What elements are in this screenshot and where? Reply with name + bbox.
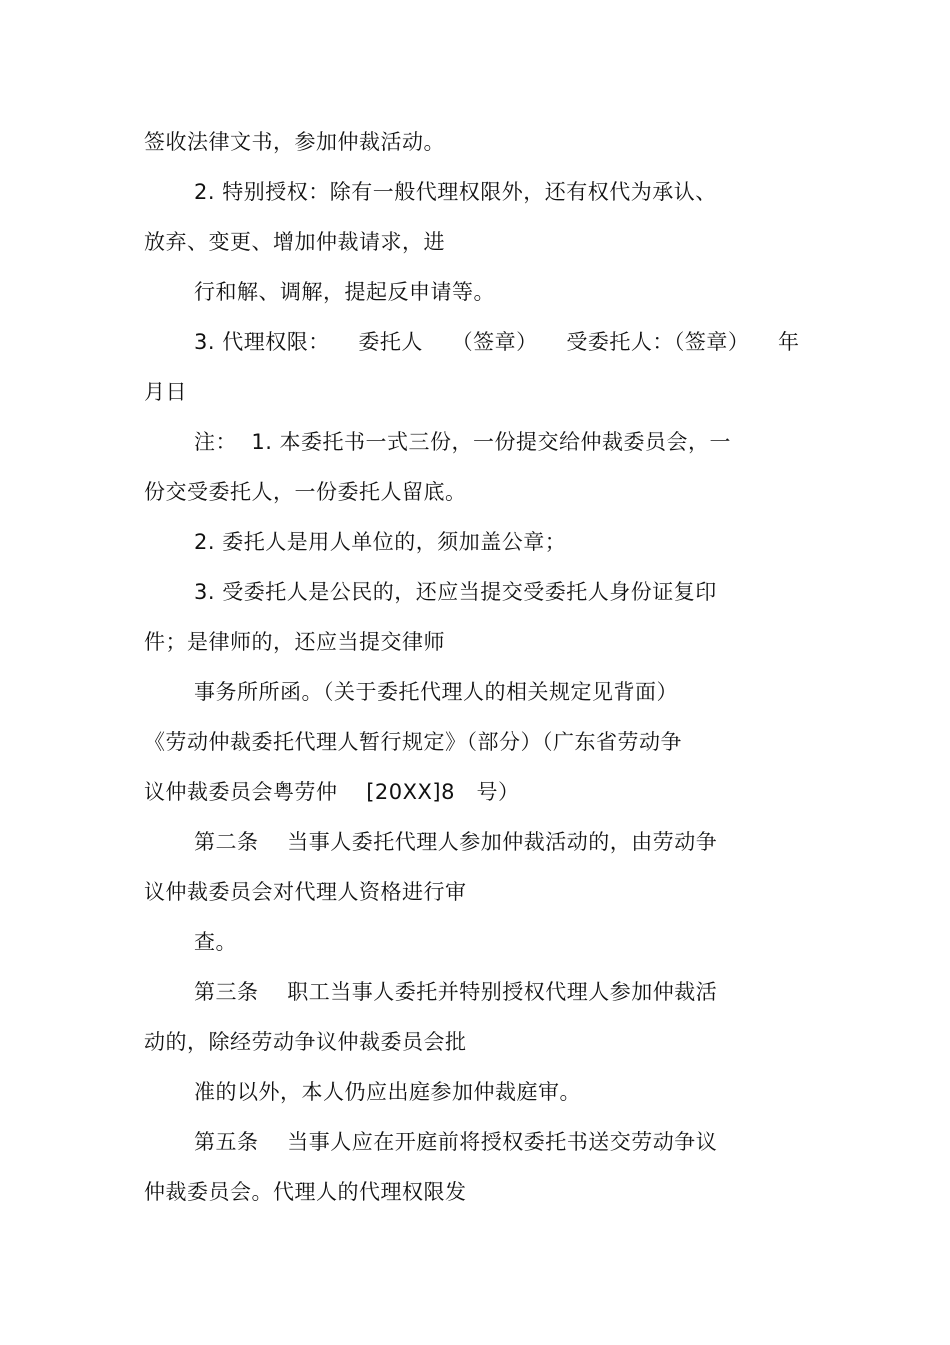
text-line: 2. 委托人是用人单位的，须加盖公章；: [194, 530, 567, 554]
text-line: 准的以外，本人仍应出庭参加仲裁庭审。: [194, 1080, 581, 1104]
text-line: 签收法律文书，参加仲裁活动。: [144, 130, 445, 154]
text-line: 仲裁委员会。代理人的代理权限发: [144, 1180, 467, 1204]
text-line: 事务所所函。（关于委托代理人的相关规定见背面）: [194, 680, 678, 704]
text-line: 第二条 当事人委托代理人参加仲裁活动的，由劳动争: [194, 830, 718, 854]
text-line: 议仲裁委员会粤劳仲 [20XX]8 号）: [144, 780, 520, 804]
text-line: 动的，除经劳动争议仲裁委员会批: [144, 1030, 467, 1054]
text-line: 议仲裁委员会对代理人资格进行审: [144, 880, 467, 904]
text-line: 《劳动仲裁委托代理人暂行规定》（部分）（广东省劳动争: [144, 730, 682, 754]
text-line: 第三条 职工当事人委托并特别授权代理人参加仲裁活: [194, 980, 718, 1004]
text-line: 查。: [194, 930, 237, 954]
text-line: 2. 特别授权：除有一般代理权限外，还有权代为承认、: [194, 180, 717, 204]
text-line: 注： 1. 本委托书一式三份，一份提交给仲裁委员会，一: [194, 430, 732, 454]
text-line: 放弃、变更、增加仲裁请求，进: [144, 230, 445, 254]
text-line: 月日: [144, 380, 187, 404]
text-line: 行和解、调解，提起反申请等。: [194, 280, 495, 304]
text-line: 件；是律师的，还应当提交律师: [144, 630, 445, 654]
text-line: 份交受委托人，一份委托人留底。: [144, 480, 467, 504]
text-line: 第五条 当事人应在开庭前将授权委托书送交劳动争议: [194, 1130, 718, 1154]
text-line: 3. 受委托人是公民的，还应当提交受委托人身份证复印: [194, 580, 717, 604]
text-line: 3. 代理权限： 委托人 （签章） 受委托人：（签章） 年: [194, 330, 800, 354]
